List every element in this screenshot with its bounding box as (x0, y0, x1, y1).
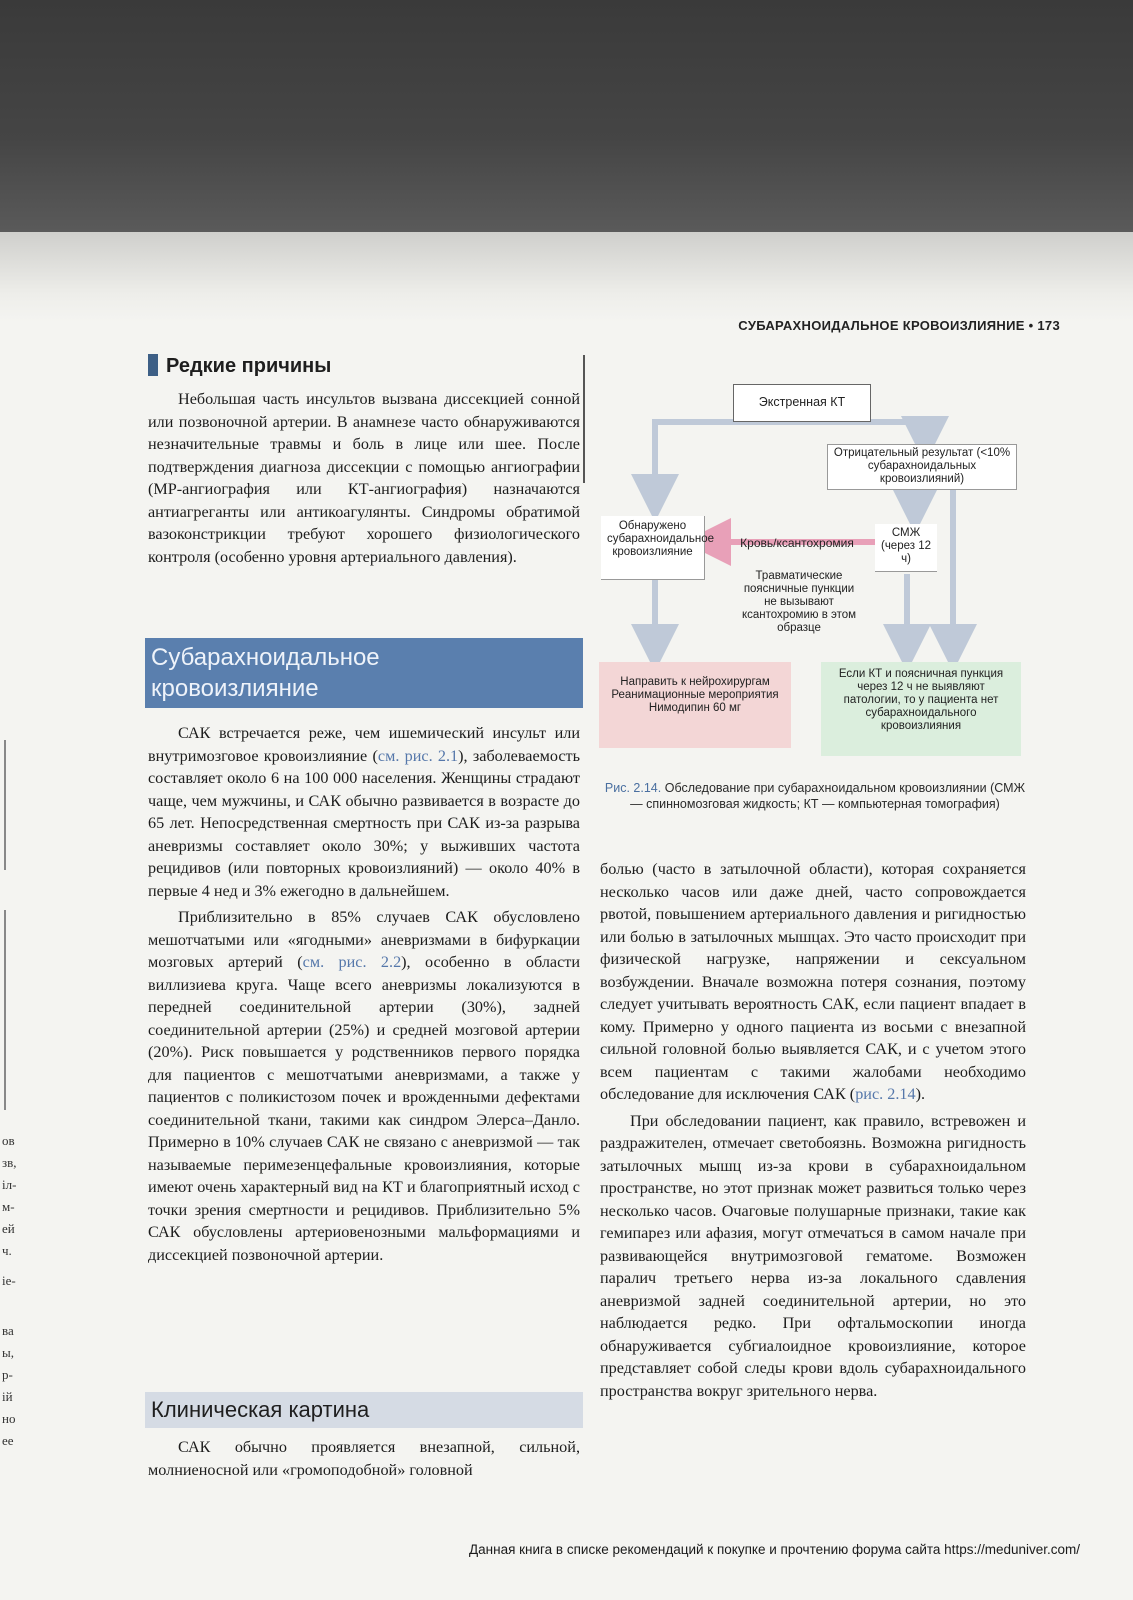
box-no-sah: Если КТ и поясничная пункция через 12 ч не выявляют патологии, то у пациента нет субарахноидального кровоизлияния (821, 662, 1021, 756)
box-emergency-ct: Экстренная КТ (733, 384, 871, 422)
box-refer-neurosurgeons: Направить к нейрохирургам Реанимационные мероприятия Нимодипин 60 мг (599, 662, 791, 748)
right-column (600, 858, 1026, 1402)
sah-column (148, 722, 580, 1266)
arrow-ct-to-detected (655, 422, 835, 498)
figure-caption (600, 780, 1030, 812)
edge-fragment: ы, (2, 1345, 14, 1360)
section-banner-sah (145, 638, 583, 708)
edge-fragment: м- (2, 1199, 15, 1214)
label-blood-xanthochromia: Кровь/ксантохромия (740, 536, 854, 550)
caption-text: Обследование при субарахноидальном кровоизлиянии (СМЖ — спинномозговая жидкость; КТ — компьютерная томография) (630, 781, 1026, 811)
rare-causes-column (148, 388, 580, 568)
edge-fragment: ей (2, 1221, 15, 1236)
text: ). (915, 1085, 926, 1103)
edge-fragment: ее (2, 1433, 14, 1448)
edge-fragment: іе- (2, 1273, 16, 1288)
figure-link[interactable]: см. рис. 2.2 (302, 953, 402, 971)
adjacent-page-edge (0, 330, 30, 1510)
text: САК встречается реже, чем ишемический инсульт или внутримозговое кровоизлияние ( (148, 724, 580, 765)
edge-fragment: ва (2, 1323, 14, 1338)
banner-line: кровоизлияние (151, 675, 319, 702)
column-divider (583, 355, 585, 483)
edge-fragment: ов (2, 1133, 15, 1148)
paragraph (148, 906, 580, 1266)
box-csf: СМЖ (через 12 ч) (875, 524, 937, 572)
edge-rule (4, 910, 6, 1110)
scan-shadow (0, 232, 1133, 322)
text: ), заболеваемость составляет около 6 на 100 000 населения. Женщины страдают чаще, чем мужчины, и САК обычно развивается в возрасте до 65 лет. Непосредственная смертность при САК из-за разрыва аневризмы составляет около 30%; у выживших частота рецидивов (или повторных кровоизлияний) — около 40% в первые 4 нед и 3% ежегодно в дальнейшем. (148, 746, 581, 900)
paragraph (148, 722, 580, 902)
edge-fragment: іл- (2, 1177, 17, 1192)
label-traumatic-punctures: Травматические поясничные пункции не вызывают ксантохромию в этом образце (741, 570, 857, 634)
text: Приблизительно в 85% случаев САК обусловлено мешотчатыми или «ягодными» аневризмами в бифуркации мозговых артерий ( (148, 908, 580, 971)
edge-fragment: ій (2, 1389, 13, 1404)
paragraph: САК обычно проявляется внезапной, сильной, молниеносной или «громоподобной» головной (148, 1438, 580, 1479)
arrow-ct-to-negative (835, 422, 925, 440)
paragraph (600, 858, 1026, 1106)
figure-link[interactable]: рис. 2.14 (855, 1085, 916, 1103)
edge-fragment: зв, (2, 1155, 17, 1170)
paragraph: При обследовании пациент, как правило, встревожен и раздражителен, отмечает светобоязнь. Возможна ригидность затылочных мышц из-за крови в субарахноидальном пространстве, но этот признак может развиться только через несколько часов. Очаговые полушарные признаки, такие как гемипарез или афазия, могут отмечаться в самом начале при развивающейся внутримозговой гематоме. Возможен паралич третьего нерва из-за локального сдавления аневризмой задней соединительной артерии, но это наблюдается редко. При офтальмоскопии иногда обнаруживается субгиалоидное кровоизлияние, которое представляет собой следы крови вдоль субарахноидального пространства вокруг зрительного нерва. (600, 1111, 1026, 1400)
clinical-column (148, 1436, 580, 1481)
edge-fragment: ч. (2, 1243, 12, 1258)
box-negative-result: Отрицательный результат (<10% субарахноидальных кровоизлияний) (827, 444, 1017, 490)
scan-dark-top (0, 0, 1133, 232)
text: болью (часто в затылочной области), которая сохраняется несколько часов или даже дней, часто сопровождается рвотой, повышением артериального давления и ригидностью или болью в затылочных мышцах. Это часто происходит при физической нагрузке, напряжении и сексуальном возбуждении. Вначале возможна потеря сознания, поэтому следует учитывать вероятность САК, если пациент впадает в кому. Примерно у одного пациента из восьми с внезапной сильной головной болью выявляется САК, и с учетом этого всем пациентам с такими жалобами необходимо обследование для исключения САК ( (600, 860, 1026, 1103)
flowchart (595, 378, 1035, 768)
footer-note: Данная книга в списке рекомендаций к покупке и прочтению форума сайта https://meduniver.com/ (469, 1542, 1080, 1557)
box-sah-detected: Обнаружено субарахноидальное кровоизлияние (601, 516, 705, 580)
text: ), особенно в области виллизиева круга. Чаще всего аневризмы локализуются в передней соединительной артерии (30%), задней соединительной артерии (25%) и средней мозговой артерии (20%). Риск повышается у родственников первого порядка для пациентов с мешотчатыми аневризмами, а также у пациентов с поликистозом почек и врожденными дефектами соединительной ткани, такими как синдром Элерса–Данло. Примерно в 10% случаев САК не связано с аневризмой — так называемые перимезенцефальные кровоизлияния, которые имеют очень характерный вид на КТ и благоприятный исход с точки зрения смертности и рецидивов. Приблизительно 5% САК обусловлены артериовенозными мальформациями и диссекцией позвоночной артерии. (148, 953, 580, 1264)
figure-link[interactable]: см. рис. 2.1 (377, 746, 459, 765)
heading-clinical-picture: Клиническая картина (145, 1392, 583, 1428)
running-head: СУБАРАХНОИДАЛЬНОЕ КРОВОИЗЛИЯНИЕ • 173 (738, 318, 1060, 333)
caption-label: Рис. 2.14. (604, 781, 662, 795)
banner-line: Субарахноидальное (151, 644, 380, 671)
paragraph: Небольшая часть инсультов вызвана диссекцией сонной или позвоночной артерии. В анамнезе часто обнаруживаются незначительные травмы и боль в лице или шее. После подтверждения диагноза диссекции с помощью ангиографии (МР-ангиография или КТ-ангиография) назначаются антиагреганты или антикоагулянты. Синдромы обратимой вазоконстрикции требуют хорошего физиологического контроля (особенно уровня артериального давления). (148, 390, 580, 566)
heading-rare-causes: Редкие причины (148, 354, 331, 378)
edge-fragment: но (2, 1411, 16, 1426)
edge-fragment: р- (2, 1367, 13, 1382)
edge-rule (4, 740, 6, 870)
